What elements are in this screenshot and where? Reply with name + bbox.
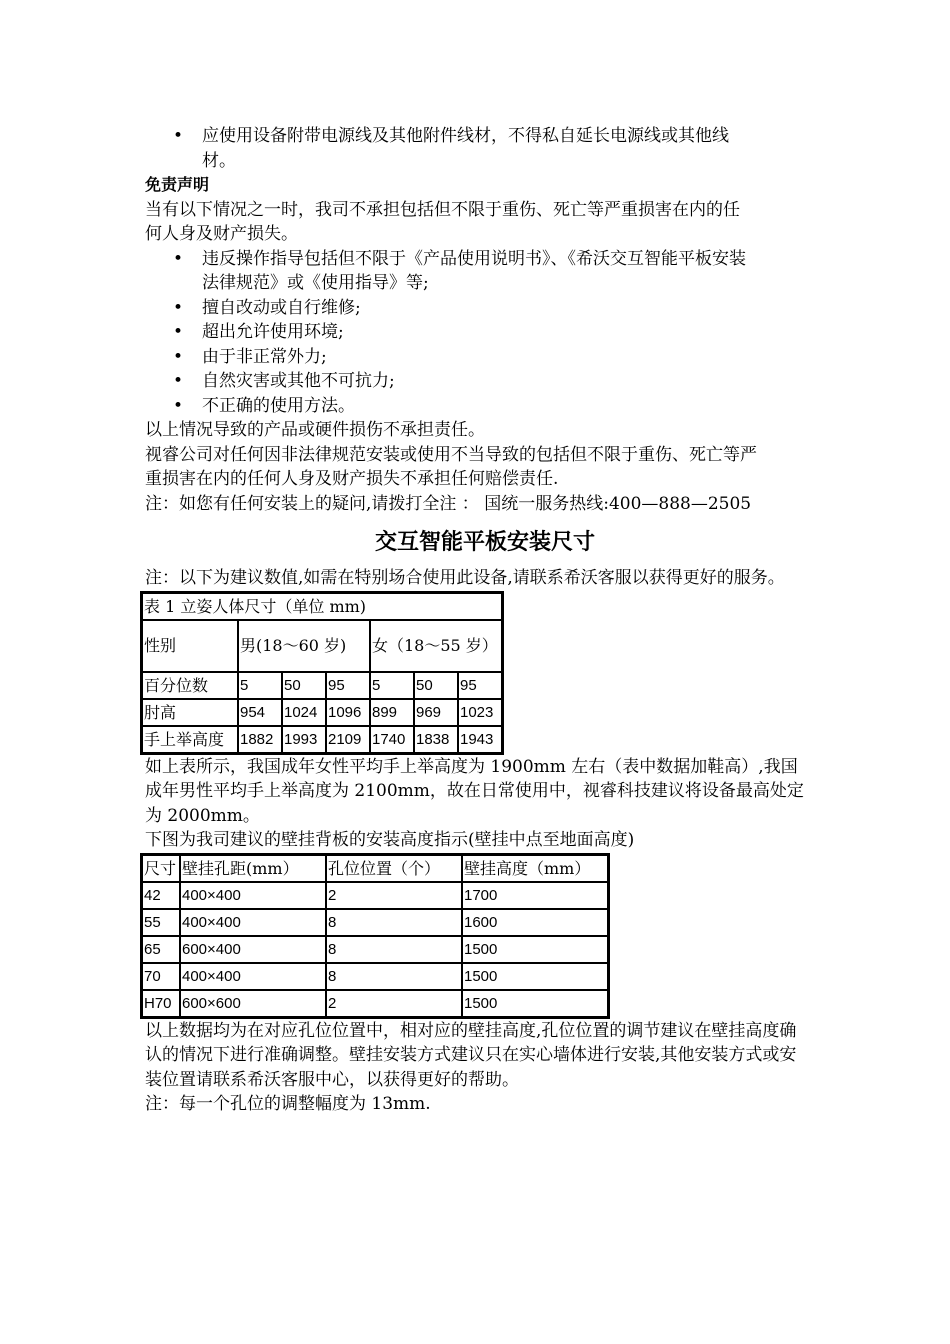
table-cell: 95	[458, 672, 502, 699]
table-cell: 1500	[462, 936, 608, 963]
hotline-note: 注：如您有任何安装上的疑问,请拨打全注 ： 国统一服务热线:400—888—2505	[145, 493, 752, 514]
list-item	[145, 124, 762, 173]
table-cell: 969	[414, 699, 458, 726]
section-title: 交互智能平板安装尺寸	[374, 530, 595, 555]
table-caption: 表 1 立姿人体尺寸（单位 mm)	[142, 593, 502, 620]
list-item	[145, 320, 825, 345]
disclaimer-intro: 当有以下情况之一时，我司不承担包括但不限于重伤、死亡等严重损害在内的任何人身及财产损失。	[145, 199, 740, 244]
table-cell: 1740	[370, 726, 414, 753]
table-cell: 400×400	[180, 882, 326, 909]
body-dimensions-table	[140, 591, 504, 755]
table-cell: 50	[282, 672, 326, 699]
table-cell: 954	[238, 699, 282, 726]
table-cell: 65	[142, 936, 180, 963]
table-cell: 50	[414, 672, 458, 699]
table-cell: 1500	[462, 990, 608, 1017]
table-cell: 1023	[458, 699, 502, 726]
table-cell: 1024	[282, 699, 326, 726]
table-cell: 95	[326, 672, 370, 699]
table-row	[142, 882, 608, 909]
list-item	[145, 296, 825, 321]
table-cell: 400×400	[180, 963, 326, 990]
disclaimer-list	[145, 247, 825, 419]
table-cell: 1096	[326, 699, 370, 726]
table-cell: 8	[326, 909, 462, 936]
list-item-text: 自然灾害或其他不可抗力;	[202, 371, 395, 391]
table-cell: 1943	[458, 726, 502, 753]
table-cell: H70	[142, 990, 180, 1017]
table-header-row	[142, 855, 608, 882]
table-cell: 8	[326, 963, 462, 990]
gender-label: 性别	[142, 620, 238, 672]
list-item	[145, 345, 825, 370]
table-cell: 5	[238, 672, 282, 699]
table-cell: 600×400	[180, 936, 326, 963]
column-header: 孔位位置（个）	[326, 855, 462, 882]
table-cell: 5	[370, 672, 414, 699]
column-header: 壁挂高度（mm）	[462, 855, 608, 882]
paragraph-adjustment: 以上数据均为在对应孔位位置中，相对应的壁挂高度,孔位位置的调节建议在壁挂高度确认的情况下进行准确调整。壁挂安装方式建议只在实心墙体进行安装,其他安装方式或安装位置请联系希沃客服中心，以获得更好的帮助。	[145, 1020, 797, 1090]
adjustment-note: 注：每一个孔位的调整幅度为 13mm.	[145, 1094, 431, 1114]
paragraph-height-analysis: 如上表所示，我国成年女性平均手上举高度为 1900mm 左右（表中数据加鞋高）,我国成年男性平均手上举高度为 2100mm，故在日常使用中，视睿科技建议将设备最高处定为 2000mm。	[145, 756, 804, 826]
paragraph-wall-mount-intro: 下图为我司建议的壁挂背板的安装高度指示(壁挂中点至地面高度)	[145, 830, 635, 850]
table-row	[142, 936, 608, 963]
male-label: 男(18～60 岁)	[238, 620, 370, 672]
list-item	[145, 394, 825, 419]
table-cell: 8	[326, 936, 462, 963]
table-cell: 1882	[238, 726, 282, 753]
table-cell: 600×600	[180, 990, 326, 1017]
list-item	[145, 369, 825, 394]
table-cell: 1838	[414, 726, 458, 753]
list-item-text: 不正确的使用方法。	[202, 395, 355, 416]
row-label: 肘高	[142, 699, 238, 726]
wall-mount-table	[140, 853, 610, 1019]
list-item-text: 由于非正常外力;	[202, 346, 327, 367]
column-header: 尺寸	[142, 855, 180, 882]
table-cell: 55	[142, 909, 180, 936]
intro-bullet-list	[145, 124, 825, 173]
table-row	[142, 963, 608, 990]
table-cell: 2109	[326, 726, 370, 753]
row-label: 手上举高度	[142, 726, 238, 753]
percentile-label: 百分位数	[142, 672, 238, 699]
table-cell: 70	[142, 963, 180, 990]
list-item	[145, 247, 762, 296]
list-item-text: 违反操作指导包括但不限于《产品使用说明书》、《希沃交互智能平板安装法律规范》或《使用指导》等;	[202, 248, 746, 293]
table-cell: 2	[326, 990, 462, 1017]
table-cell: 1500	[462, 963, 608, 990]
list-item-text: 超出允许使用环境;	[202, 322, 344, 342]
table-row	[142, 909, 608, 936]
list-item-text: 擅自改动或自行维修;	[202, 297, 361, 318]
column-header: 壁挂孔距(mm）	[180, 855, 326, 882]
table-row	[142, 726, 502, 753]
list-item-text: 应使用设备附带电源线及其他附件线材，不得私自延长电源线或其他线材。	[202, 126, 729, 171]
disclaimer-after-1: 以上情况导致的产品或硬件损伤不承担责任。	[145, 420, 485, 440]
female-label: 女（18～55 岁）	[370, 620, 502, 672]
table-row	[142, 990, 608, 1017]
table-cell: 899	[370, 699, 414, 726]
disclaimer-after-2: 视睿公司对任何因非法律规范安装或使用不当导致的包括但不限于重伤、死亡等严重损害在内的任何人身及财产损失不承担任何赔偿责任.	[145, 444, 757, 489]
section-note: 注：以下为建议数值,如需在特别场合使用此设备,请联系希沃客服以获得更好的服务。	[145, 568, 785, 588]
table-row	[142, 699, 502, 726]
table-cell: 2	[326, 882, 462, 909]
table-cell: 42	[142, 882, 180, 909]
disclaimer-heading: 免责声明	[145, 175, 210, 194]
table-cell: 1600	[462, 909, 608, 936]
table-cell: 1700	[462, 882, 608, 909]
table-cell: 400×400	[180, 909, 326, 936]
table-cell: 1993	[282, 726, 326, 753]
document-page	[145, 124, 825, 1117]
